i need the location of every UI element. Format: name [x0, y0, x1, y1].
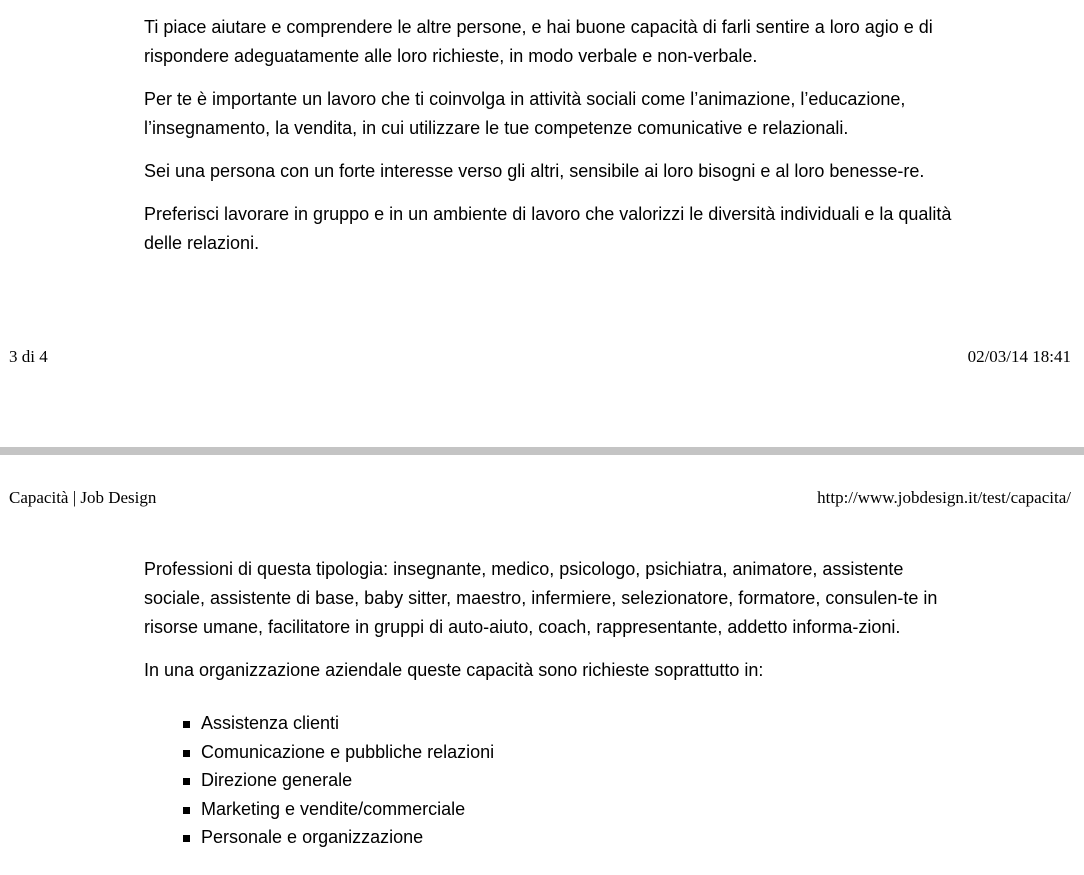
square-bullet-icon	[183, 835, 190, 842]
square-bullet-icon	[183, 750, 190, 757]
paragraph-group-work: Preferisci lavorare in gruppo e in un ambiente di lavoro che valorizzi le diversità individuali e la qualità delle relazioni.	[144, 204, 952, 253]
list-item-label: Marketing e vendite/commerciale	[201, 798, 466, 819]
list-item-label: Direzione generale	[201, 770, 353, 790]
list-item-label: Comunicazione e pubbliche relazioni	[201, 741, 495, 762]
paragraph-areas-intro: In una organizzazione aziendale queste capacità sono richieste soprattutto in:	[144, 660, 764, 680]
areas-list	[144, 709, 954, 852]
paragraph-helping-others: Ti piace aiutare e comprendere le altre persone, e hai buone capacità di farli sentire a loro agio e di rispondere adeguatamente alle loro richieste, in modo verbale e non-verbale.	[144, 17, 933, 66]
list-item	[182, 795, 954, 824]
list-item	[182, 738, 954, 767]
paragraph-interest-in-others: Sei una persona con un forte interesse verso gli altri, sensibile ai loro bisogni e al loro benesse-re.	[144, 161, 925, 181]
page-header-url: http://www.jobdesign.it/test/capacita/	[817, 488, 1071, 507]
page-number: 3 di 4	[9, 347, 48, 366]
page-header-title: Capacità | Job Design	[9, 488, 157, 507]
square-bullet-icon	[183, 807, 190, 814]
page-bottom	[0, 455, 1084, 875]
page-separator	[0, 447, 1084, 455]
list-item	[182, 823, 954, 852]
list-item	[182, 709, 954, 738]
print-datetime: 02/03/14 18:41	[967, 347, 1071, 366]
list-item-label: Assistenza clienti	[201, 713, 340, 733]
list-item-label: Personale e organizzazione	[201, 827, 424, 847]
professions-section	[144, 555, 954, 852]
list-item	[182, 766, 954, 795]
square-bullet-icon	[183, 778, 190, 785]
paragraph-social-work: Per te è importante un lavoro che ti coinvolga in attività sociali come l’animazione, l’educazione, l’insegnamento, la vendita, in cui utilizzare le tue competenze comunicative e relazionali.	[144, 89, 906, 138]
profile-description	[144, 13, 954, 272]
paragraph-professions: Professioni di questa tipologia: insegnante, medico, psicologo, psichiatra, animatore, assistente sociale, assistente di base, baby sitter, maestro, infermiere, selezionatore, formatore, consulen-te in risorse umane, facilitatore in gruppi di auto-aiuto, coach, rappresentante, addetto informa-zioni.	[144, 559, 938, 637]
square-bullet-icon	[183, 721, 190, 728]
